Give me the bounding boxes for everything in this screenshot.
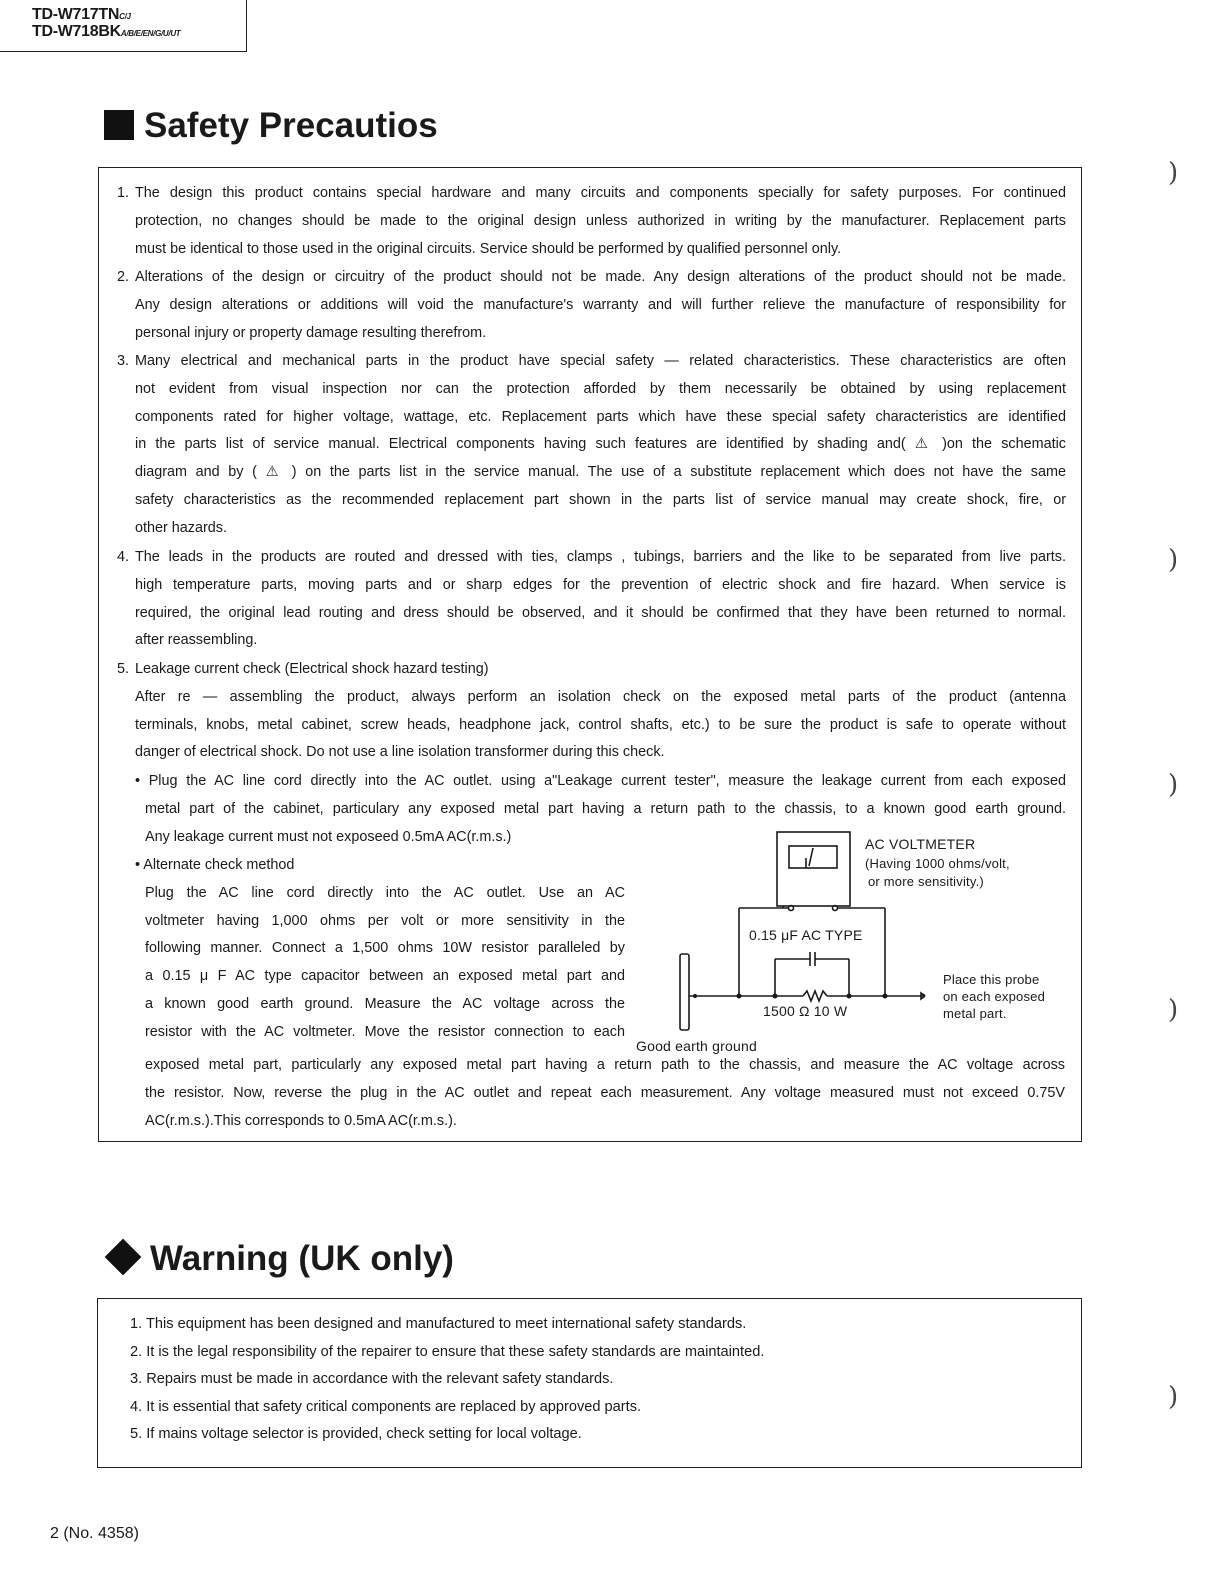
binding-mark-icon: )	[1168, 545, 1179, 575]
binding-mark-icon: )	[1168, 158, 1179, 188]
item-number: 2.	[117, 269, 130, 285]
binding-mark-icon: )	[1168, 1382, 1179, 1412]
safety-heading: Safety Precautios	[104, 104, 438, 148]
item-number: 3.	[117, 353, 130, 369]
model-number-1: TD-W717TNC/J	[32, 6, 131, 23]
probe-label-2: on each exposed	[943, 989, 1046, 1004]
ground-plate	[680, 954, 689, 1030]
voltmeter-box	[777, 832, 850, 906]
binding-mark-icon: )	[1168, 995, 1179, 1025]
warning-list	[130, 1311, 764, 1449]
alternate-method-continued: exposed metal part, particularly any exposed metal part having a return path to the chassis, and measure the AC voltage across the resistor. Now, reverse the plug in the AC outlet and repeat each measurement. Any voltage measured must not exceed 0.75V AC(r.m.s.).This corresponds to 0.5mA AC(r.m.s.).	[145, 1057, 1065, 1129]
safety-item-2: Alterations of the design or circuitry of the product should not be made. Any design alterations of the product should not be made. Any design alterations or additions will void the manufacture's warranty and will further relieve the manufacture of responsibility for personal injury or property damage resulting therefrom.	[135, 269, 1066, 341]
list-item: 4. It is essential that safety critical components are replaced by approved parts.	[130, 1398, 642, 1415]
probe-label-3: metal part.	[943, 1006, 1007, 1021]
voltmeter-label: AC VOLTMETER	[865, 836, 976, 852]
item-number: 5.	[117, 661, 130, 677]
safety-item-3: Many electrical and mechanical parts in the product have special safety — related characteristics. These characteristics are often not evident from visual inspection nor can the protection afforded by them necessarily be obtained by using replacement components rated for higher voltage, wattage, etc. Replacement parts which have these special safety characteristics are identified in the parts list of service manual. Electrical components having such features are identified by shading and( ⚠ )on the schematic diagram and by ( ⚠ ) on the parts list in the service manual. The use of a substitute replacement which does not have the same safety characteristics as the recommended replacement part shown in the parts list of service manual may create shock, fire, or other hazards.	[135, 353, 1066, 536]
diamond-bullet-icon	[105, 1239, 142, 1276]
safety-item-1: The design this product contains special hardware and many circuits and components specially for safety purposes. For continued protection, no changes should be made to the original design unless authorized in writing by the manufacturer. Replacement parts must be identical to those used in the original circuits. Service should be performed by qualified personnel only.	[135, 185, 1066, 257]
voltmeter-sub-2: or more sensitivity.)	[868, 874, 984, 889]
model-number-2: TD-W718BKA/B/E/EN/G/U/UT	[32, 23, 181, 40]
list-item: 5. If mains voltage selector is provided, check setting for local voltage.	[130, 1426, 582, 1442]
ground-label: Good earth ground	[636, 1038, 757, 1054]
resistor-label: 1500 Ω 10 W	[763, 1003, 848, 1019]
leakage-tester-bullet: • Plug the AC line cord directly into the AC outlet. using a"Leakage current tester", measure the leakage current from each exposed metal part of the cabinet, particulary any exposed metal part having a return path to the chassis, to a known good earth ground. Any leakage current must not exposeed 0.5mA AC(r.m.s.)	[135, 773, 1066, 845]
alternate-method-bullet: • Alternate check method Plug the AC line cord directly into the AC outlet. Use an AC voltmeter having 1,000 ohms per volt or more sensitivity in the following manner. Connect a 1,500 ohms 10W resistor paralleled by a 0.15 μ F AC type capacitor between an exposed metal part and a known good earth ground. Measure the AC voltage across the resistor with the AC voltmeter. Move the resistor connection to each	[135, 857, 625, 1040]
binding-mark-icon: )	[1168, 770, 1179, 800]
page-number: 2 (No. 4358)	[50, 1525, 139, 1542]
model-number-box	[0, 0, 247, 52]
safety-item-4: The leads in the products are routed and dressed with ties, clamps , tubings, barriers and the like to be separated from live parts. high temperature parts, moving parts and or sharp edges for the prevention of electric shock and fire hazard. When service is required, the original lead routing and dress should be observed, and it should be confirmed that they have been returned to normal. after reassembling.	[135, 549, 1066, 649]
leakage-test-circuit-diagram	[625, 826, 1065, 1061]
safety-item-5: Leakage current check (Electrical shock hazard testing) After re — assembling the product, always perform an isolation check on the exposed metal parts of the product (antenna terminals, knobs, metal cabinet, screw heads, headphone jack, control shafts, etc.) to be sure the product is safe to operate without danger of electrical shock. Do not use a line isolation transformer during this check.	[135, 661, 1066, 761]
list-item: 2. It is the legal responsibility of the repairer to ensure that these safety standards are maintainted.	[130, 1343, 765, 1360]
probe-label-1: Place this probe	[943, 972, 1040, 987]
capacitor-label: 0.15 μF AC TYPE	[749, 927, 863, 943]
square-bullet-icon	[104, 110, 134, 140]
voltmeter-sub-1: (Having 1000 ohms/volt,	[865, 856, 1010, 871]
item-number: 1.	[117, 185, 130, 201]
item-number: 4.	[117, 549, 130, 565]
list-item: 1. This equipment has been designed and manufactured to meet international safety standards.	[130, 1316, 747, 1332]
warning-heading: Warning (UK only)	[104, 1237, 454, 1281]
list-item: 3. Repairs must be made in accordance with the relevant safety standards.	[130, 1371, 614, 1387]
